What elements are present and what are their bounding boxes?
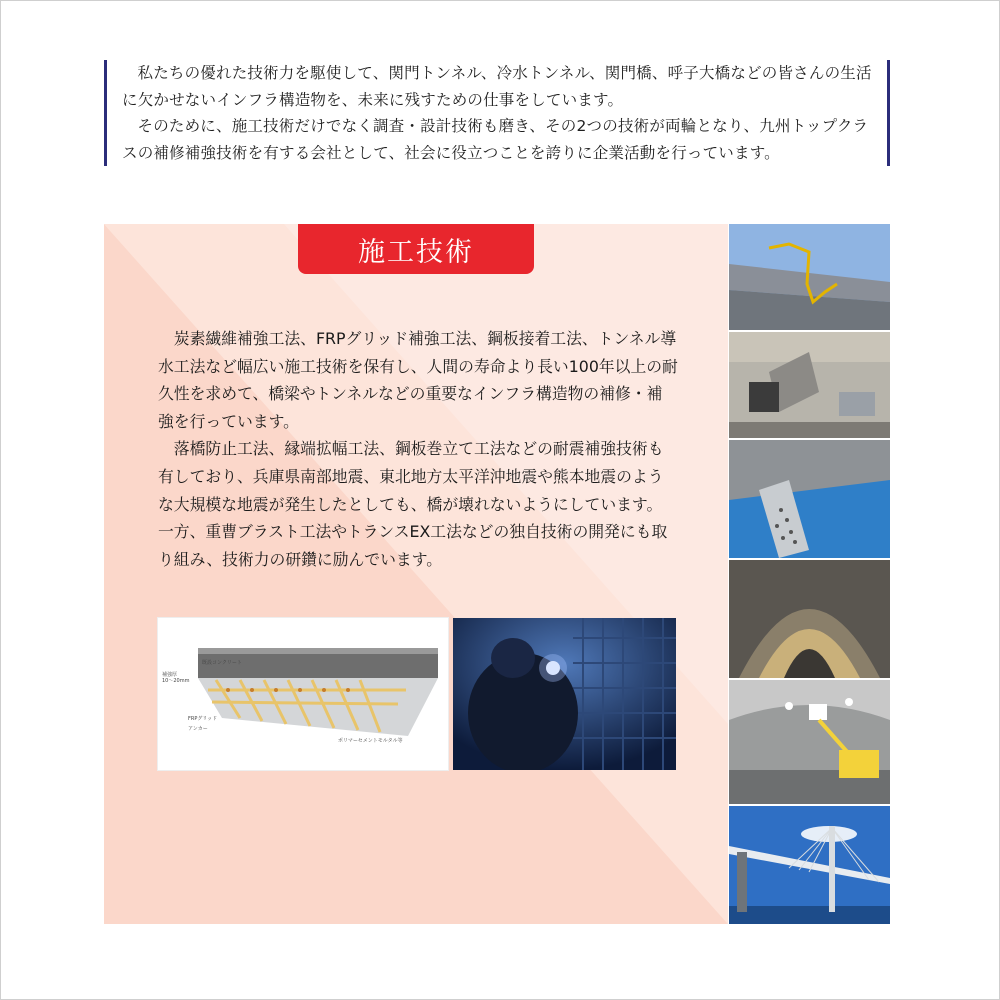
intro-paragraph: そのために、施工技術だけでなく調査・設計技術も磨き、その2つの技術が両輪となり、九州トップクラスの補修補強技術を有する会社として、社会に役立つことを誇りに企業活動を行っています。 (122, 117, 869, 162)
intro-right-rule (887, 60, 890, 166)
diagram-label-concrete: 既設コンクリート (202, 660, 242, 666)
frp-grid-diagram (158, 618, 448, 770)
diagram-label-anchor: アンカー (188, 726, 208, 732)
intro-paragraph: 私たちの優れた技術力を駆使して、関門トンネル、冷水トンネル、関門橋、呼子大橋などの皆さんの生活に欠かせないインフラ構造物を、未来に残すための仕事をしています。 (122, 64, 872, 109)
photo-bridge-inspection (729, 224, 890, 330)
intro-text (122, 60, 872, 166)
photo-tunnel-truck (729, 680, 890, 804)
intro-block (104, 60, 890, 166)
intro-left-rule (104, 60, 107, 166)
diagram-label-grid: FRPグリッド (188, 716, 218, 722)
photo-cable-bridge (729, 806, 890, 924)
photo-bearing-device (729, 332, 890, 438)
section-paragraph: 炭素繊維補強工法、FRPグリッド補強工法、鋼板接着工法、トンネル導水工法など幅広い施工技術を保有し、人間の寿命より長い100年以上の耐久性を求めて、橋梁やトンネルなどの重要なインフラ構造物の補修・補強を行っています。 (158, 329, 678, 431)
section-paragraph: 落橋防止工法、縁端拡幅工法、鋼板巻立て工法などの耐震補強技術も有しており、兵庫県南部地震、東北地方太平洋沖地震や熊本地震のような大規模な地震が発生したとしても、橋が壊れないようにしています。一方、重曹ブラスト工法やトランスEX工法などの独自技術の開発にも取り組み、技術力の研鑽に励んでいます。 (158, 439, 668, 569)
welding-photo (453, 618, 676, 770)
diagram-label-thickness: 補強厚 (162, 672, 178, 678)
photo-steel-bracket (729, 440, 890, 558)
section-title: 施工技術 (298, 224, 534, 274)
photo-tunnel-lining (729, 560, 890, 678)
section-body (158, 325, 678, 573)
diagram-label-mortar: ポリマーセメントモルタル等 (338, 738, 403, 744)
diagram-label-thickness-value: 10～20mm (162, 678, 190, 684)
